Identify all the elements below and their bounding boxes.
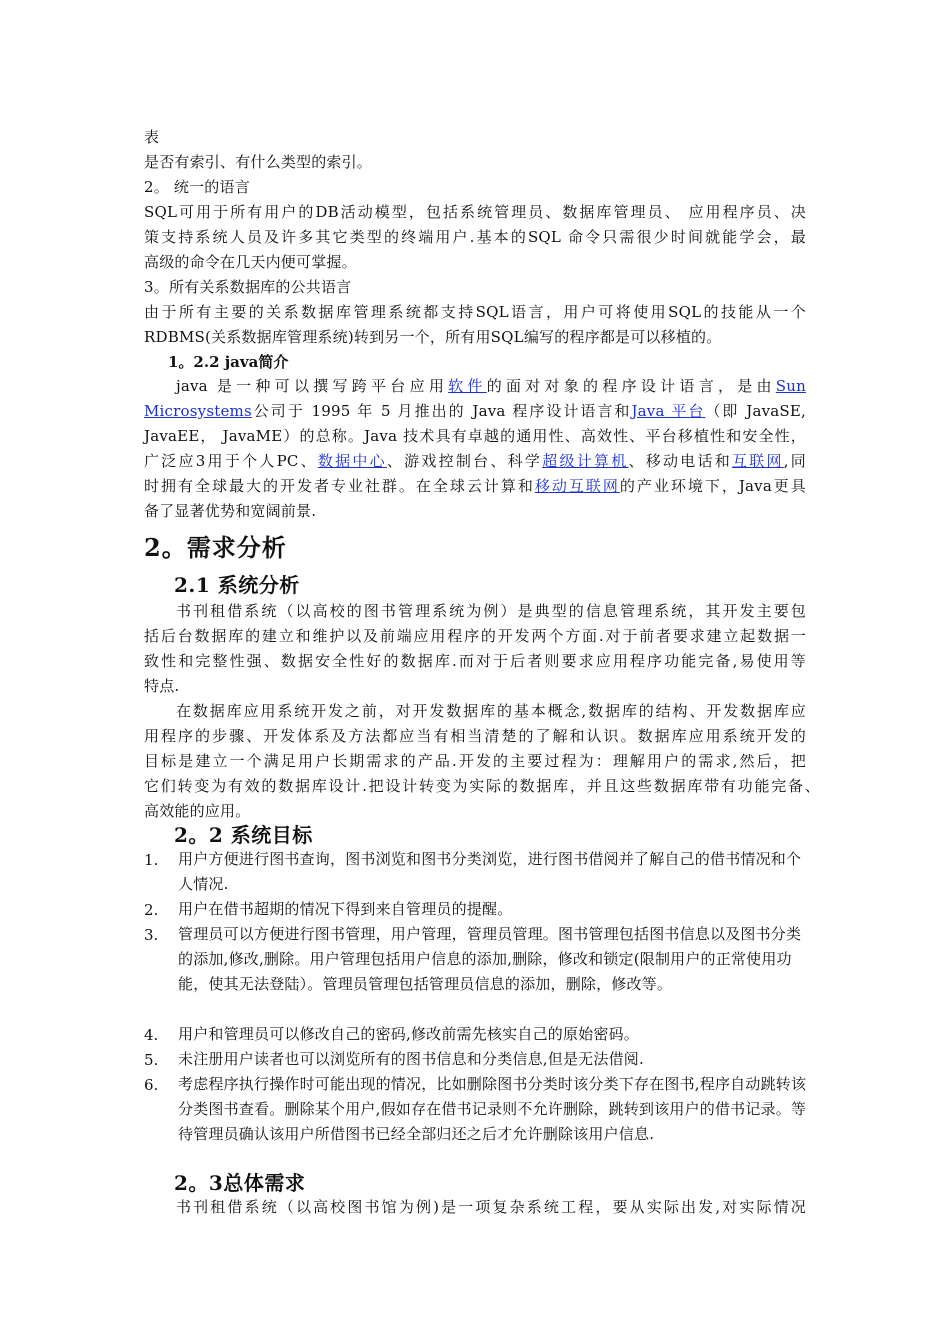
text-line: 3。所有关系数据库的公共语言 [144,278,352,296]
text-line: 策支持系统人员及许多其它类型的终端用户.基本的SQL 命令只需很少时间就能学会，最 [144,228,806,246]
link-mobile-internet[interactable]: 移动互联网 [534,477,620,495]
text-line: 在数据库应用系统开发之前，对开发数据库的基本概念,数据库的结构、开发数据库应 [176,702,806,720]
text-line: SQL可用于所有用户的DB活动模型，包括系统管理员、数据库管理员、 应用程序员、决 [144,203,806,221]
list-number: 6. [144,1076,159,1094]
chapter-title: 2。需求分析 [144,533,287,562]
text-line: 特点. [144,677,180,695]
text-line: 是否有索引、有什么类型的索引。 [144,153,373,171]
text-line: 高级的命令在几天内便可掌握。 [144,253,357,271]
section-heading-java: 1。2.2 java简介 [168,353,289,371]
link-sun-microsystems[interactable]: Microsystems [144,402,252,420]
text-line: 用程序的步骤、开发体系及方法都应当有相当清楚的了解和认识。数据库应用系统开发的 [144,727,806,745]
link-supercomputer[interactable]: 超级计算机 [542,452,629,470]
text-line: RDBMS(关系数据库管理系统)转到另一个，所有用SQL编写的程序都是可以移植的。 [144,328,722,346]
list-number: 5. [144,1051,159,1069]
text-line: 致性和完整性强、数据安全性好的数据库.而对于后者则要求应用程序功能完备,易使用等 [144,652,806,670]
list-number: 4. [144,1026,159,1044]
list-item: 管理员可以方便进行图书管理，用户管理，管理员管理。图书管理包括图书信息以及图书分类的添加,修改,删除。用户管理包括用户信息的添加,删除，修改和锁定(限制用户的正常使用功能，使其无法登陆）。管理员管理包括管理员信息的添加，删除，修改等。 [178,925,802,993]
text-line: 2。 统一的语言 [144,178,250,196]
text-span: 广泛应3用于个人PC、 [144,452,318,470]
text-line: 书刊租借系统（以高校的图书管理系统为例）是典型的信息管理系统，其开发主要包 [176,602,806,620]
text-span: （即 JavaSE, [705,402,806,420]
list-item: 用户和管理员可以修改自己的密码,修改前需先核实自己的原始密码。 [178,1025,639,1043]
text-line: 由于所有主要的关系数据库管理系统都支持SQL语言，用户可将使用SQL的技能从一个 [144,303,806,321]
list-item: 未注册用户读者也可以浏览所有的图书信息和分类信息,但是无法借阅. [178,1050,644,1068]
text-span: 的产业环境下，Java更具 [619,477,806,495]
java-paragraph-line: 备了显著优势和宽阔前景. [144,502,317,520]
list-number: 2. [144,901,159,919]
link-data-center[interactable]: 数据中心 [317,452,387,470]
java-paragraph-line: JavaEE， JavaME）的总称。Java 技术具有卓越的通用性、高效性、平台移植性和安全性， [144,427,806,445]
link-internet[interactable]: 互联网 [732,452,784,470]
text-line: 它们转变为有效的数据库设计.把设计转变为实际的数据库，并且这些数据库带有功能完备、 [144,777,820,795]
list-item: 用户方便进行图书查询，图书浏览和图书分类浏览，进行图书借阅并了解自己的借书情况和个人情况. [178,850,802,893]
section-heading-2-1: 2.1 系统分析 [174,573,300,597]
list-item: 考虑程序执行操作时可能出现的情况，比如删除图书分类时该分类下存在图书,程序自动跳转该分类图书查看。删除某个用户,假如存在借书记录则不允许删除，跳转到该用户的借书记录。等待管理员确认该用户所借图书已经全部归还之后才允许删除该用户信息. [178,1075,807,1143]
link-java-platform[interactable]: Java 平台 [631,402,706,420]
text-span: ,同 [783,452,806,470]
section-heading-2-3: 2。3总体需求 [174,1171,306,1195]
section-heading-2-2: 2。2 系统目标 [174,823,313,847]
text-line: 目标是建立一个满足用户长期需求的产品.开发的主要过程为：理解用户的需求,然后，把 [144,752,806,770]
java-paragraph-line [144,476,806,496]
text-span: 、游戏控制台、科学 [386,452,543,470]
text-span: java 是一种可以撰写跨平台应用 [176,377,449,395]
link-sun[interactable]: Sun [775,377,806,395]
text-span: 、移动电话和 [628,452,732,470]
text-span: 时拥有全球最大的开发者专业社群。在全球云计算和 [144,477,535,495]
text-line: 书刊租借系统（以高校图书馆为例)是一项复杂系统工程，要从实际出发,对实际情况 [176,1198,806,1216]
java-paragraph-line [144,401,806,421]
java-paragraph-line [144,376,806,396]
text-line: 括后台数据库的建立和维护以及前端应用程序的开发两个方面.对于前者要求建立起数据一 [144,627,806,645]
text-span: 的面对对象的程序设计语言，是由 [486,377,776,395]
list-item: 用户在借书超期的情况下得到来自管理员的提醒。 [178,900,513,918]
text-span: 公司于 1995 年 5 月推出的 Java 程序设计语言和 [251,402,632,420]
text-line: 高效能的应用。 [144,802,251,820]
link-software[interactable]: 软件 [448,377,487,395]
list-number: 1. [144,851,159,869]
text-line: 表 [144,128,160,146]
list-number: 3. [144,926,159,944]
java-paragraph-line [144,451,806,471]
